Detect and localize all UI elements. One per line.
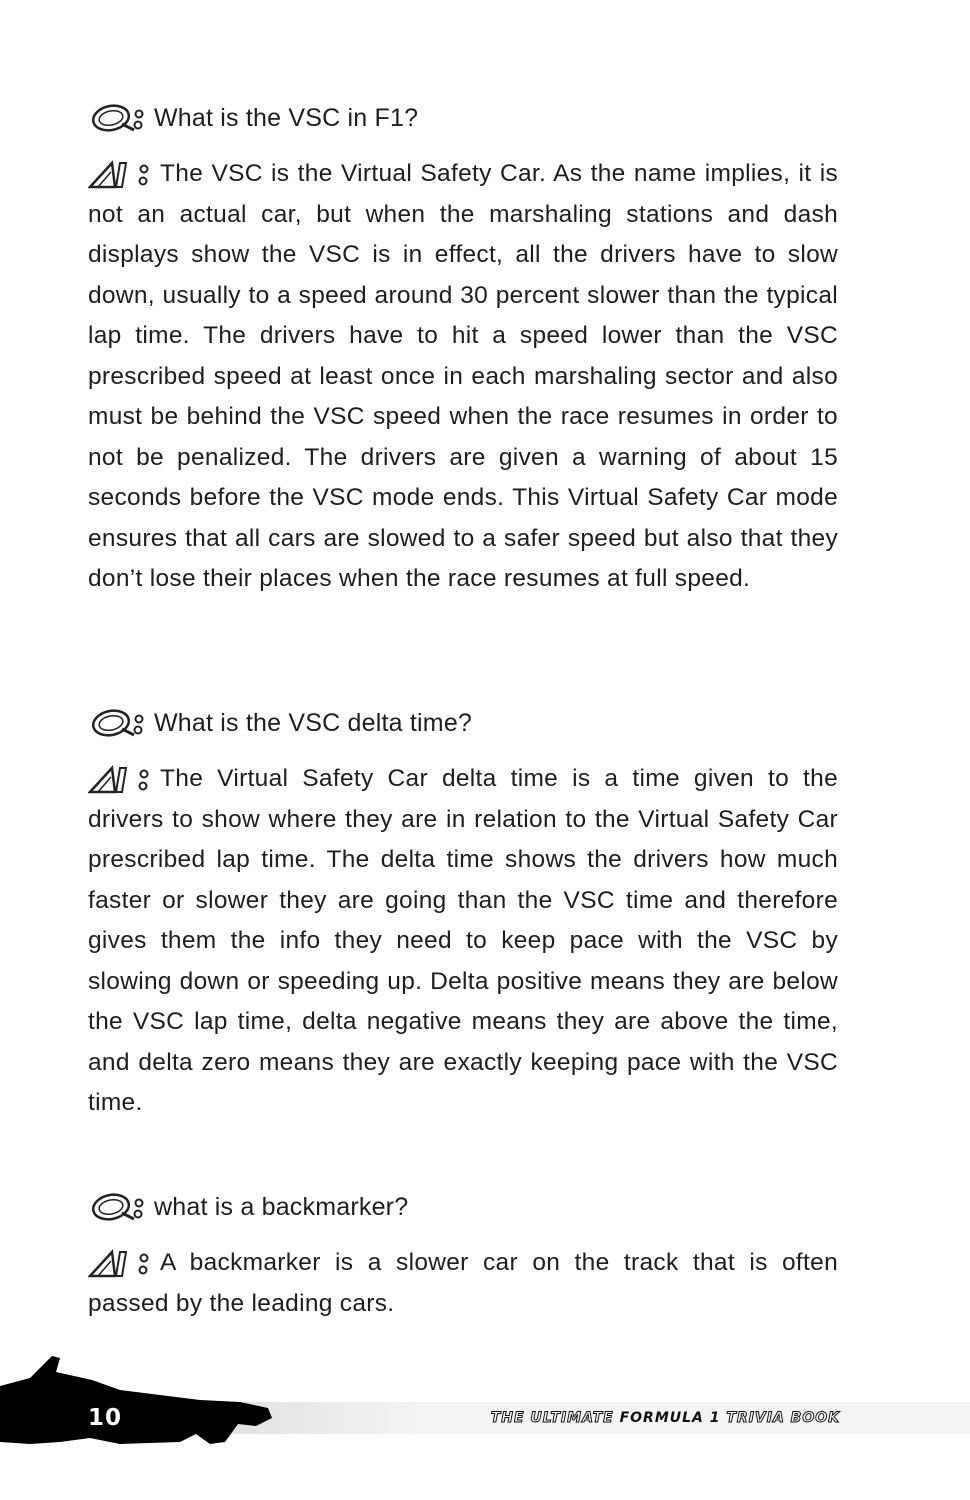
page-footer	[0, 1352, 970, 1452]
answer-text: The VSC is the Virtual Safety Car. As the name implies, it is not an actual car, but when the marshaling stations and dash displays show the VSC is in effect, all the drivers have to slow down, usually to a speed around 30 percent slower than the typical lap time. The drivers have to hit a speed lower than the VSC prescribed speed at least once in each marshaling sector and also must be behind the VSC speed when the race resumes in order to not be penalized. The drivers are given a warning of about 15 seconds before the VSC mode ends. This Virtual Safety Car mode ensures that all cars are slowed to a safer speed but also that they don’t lose their places when the race resumes at full speed.	[88, 160, 838, 592]
answer-paragraph	[88, 1243, 838, 1324]
a-badge-icon	[88, 1249, 154, 1279]
qa-entry	[88, 98, 838, 600]
question-line	[88, 703, 838, 743]
answer-paragraph	[88, 154, 838, 600]
question-text: What is the VSC in F1?	[154, 104, 419, 132]
title-prefix: THE ULTIMATE	[490, 1410, 614, 1426]
question-text: what is a backmarker?	[154, 1193, 409, 1221]
answer-text: A backmarker is a slower car on the track that is often passed by the leading cars.	[88, 1249, 838, 1317]
page-number: 10	[88, 1405, 123, 1431]
title-main: FORMULA 1	[619, 1410, 721, 1426]
a-badge-icon	[88, 160, 154, 190]
q-badge-icon	[88, 707, 148, 739]
book-title	[491, 1402, 840, 1434]
question-line	[88, 1187, 838, 1227]
answer-paragraph	[88, 759, 838, 1124]
a-badge-icon	[88, 765, 154, 795]
f1-car-silhouette-icon	[0, 1352, 290, 1452]
question-line	[88, 98, 838, 138]
q-badge-icon	[88, 102, 148, 134]
answer-text: The Virtual Safety Car delta time is a time given to the drivers to show where they are in relation to the Virtual Safety Car prescribed lap time. The delta time shows the drivers how much faster or slower they are going than the VSC time and therefore gives them the info they need to keep pace with the VSC by slowing down or speeding up. Delta positive means they are below the VSC lap time, delta negative means they are above the time, and delta zero means they are exactly keeping pace with the VSC time.	[88, 765, 838, 1116]
qa-entry	[88, 1187, 838, 1324]
q-badge-icon	[88, 1191, 148, 1223]
qa-entry	[88, 703, 838, 1124]
question-text: What is the VSC delta time?	[154, 709, 473, 737]
title-suffix: TRIVIA BOOK	[726, 1410, 840, 1426]
